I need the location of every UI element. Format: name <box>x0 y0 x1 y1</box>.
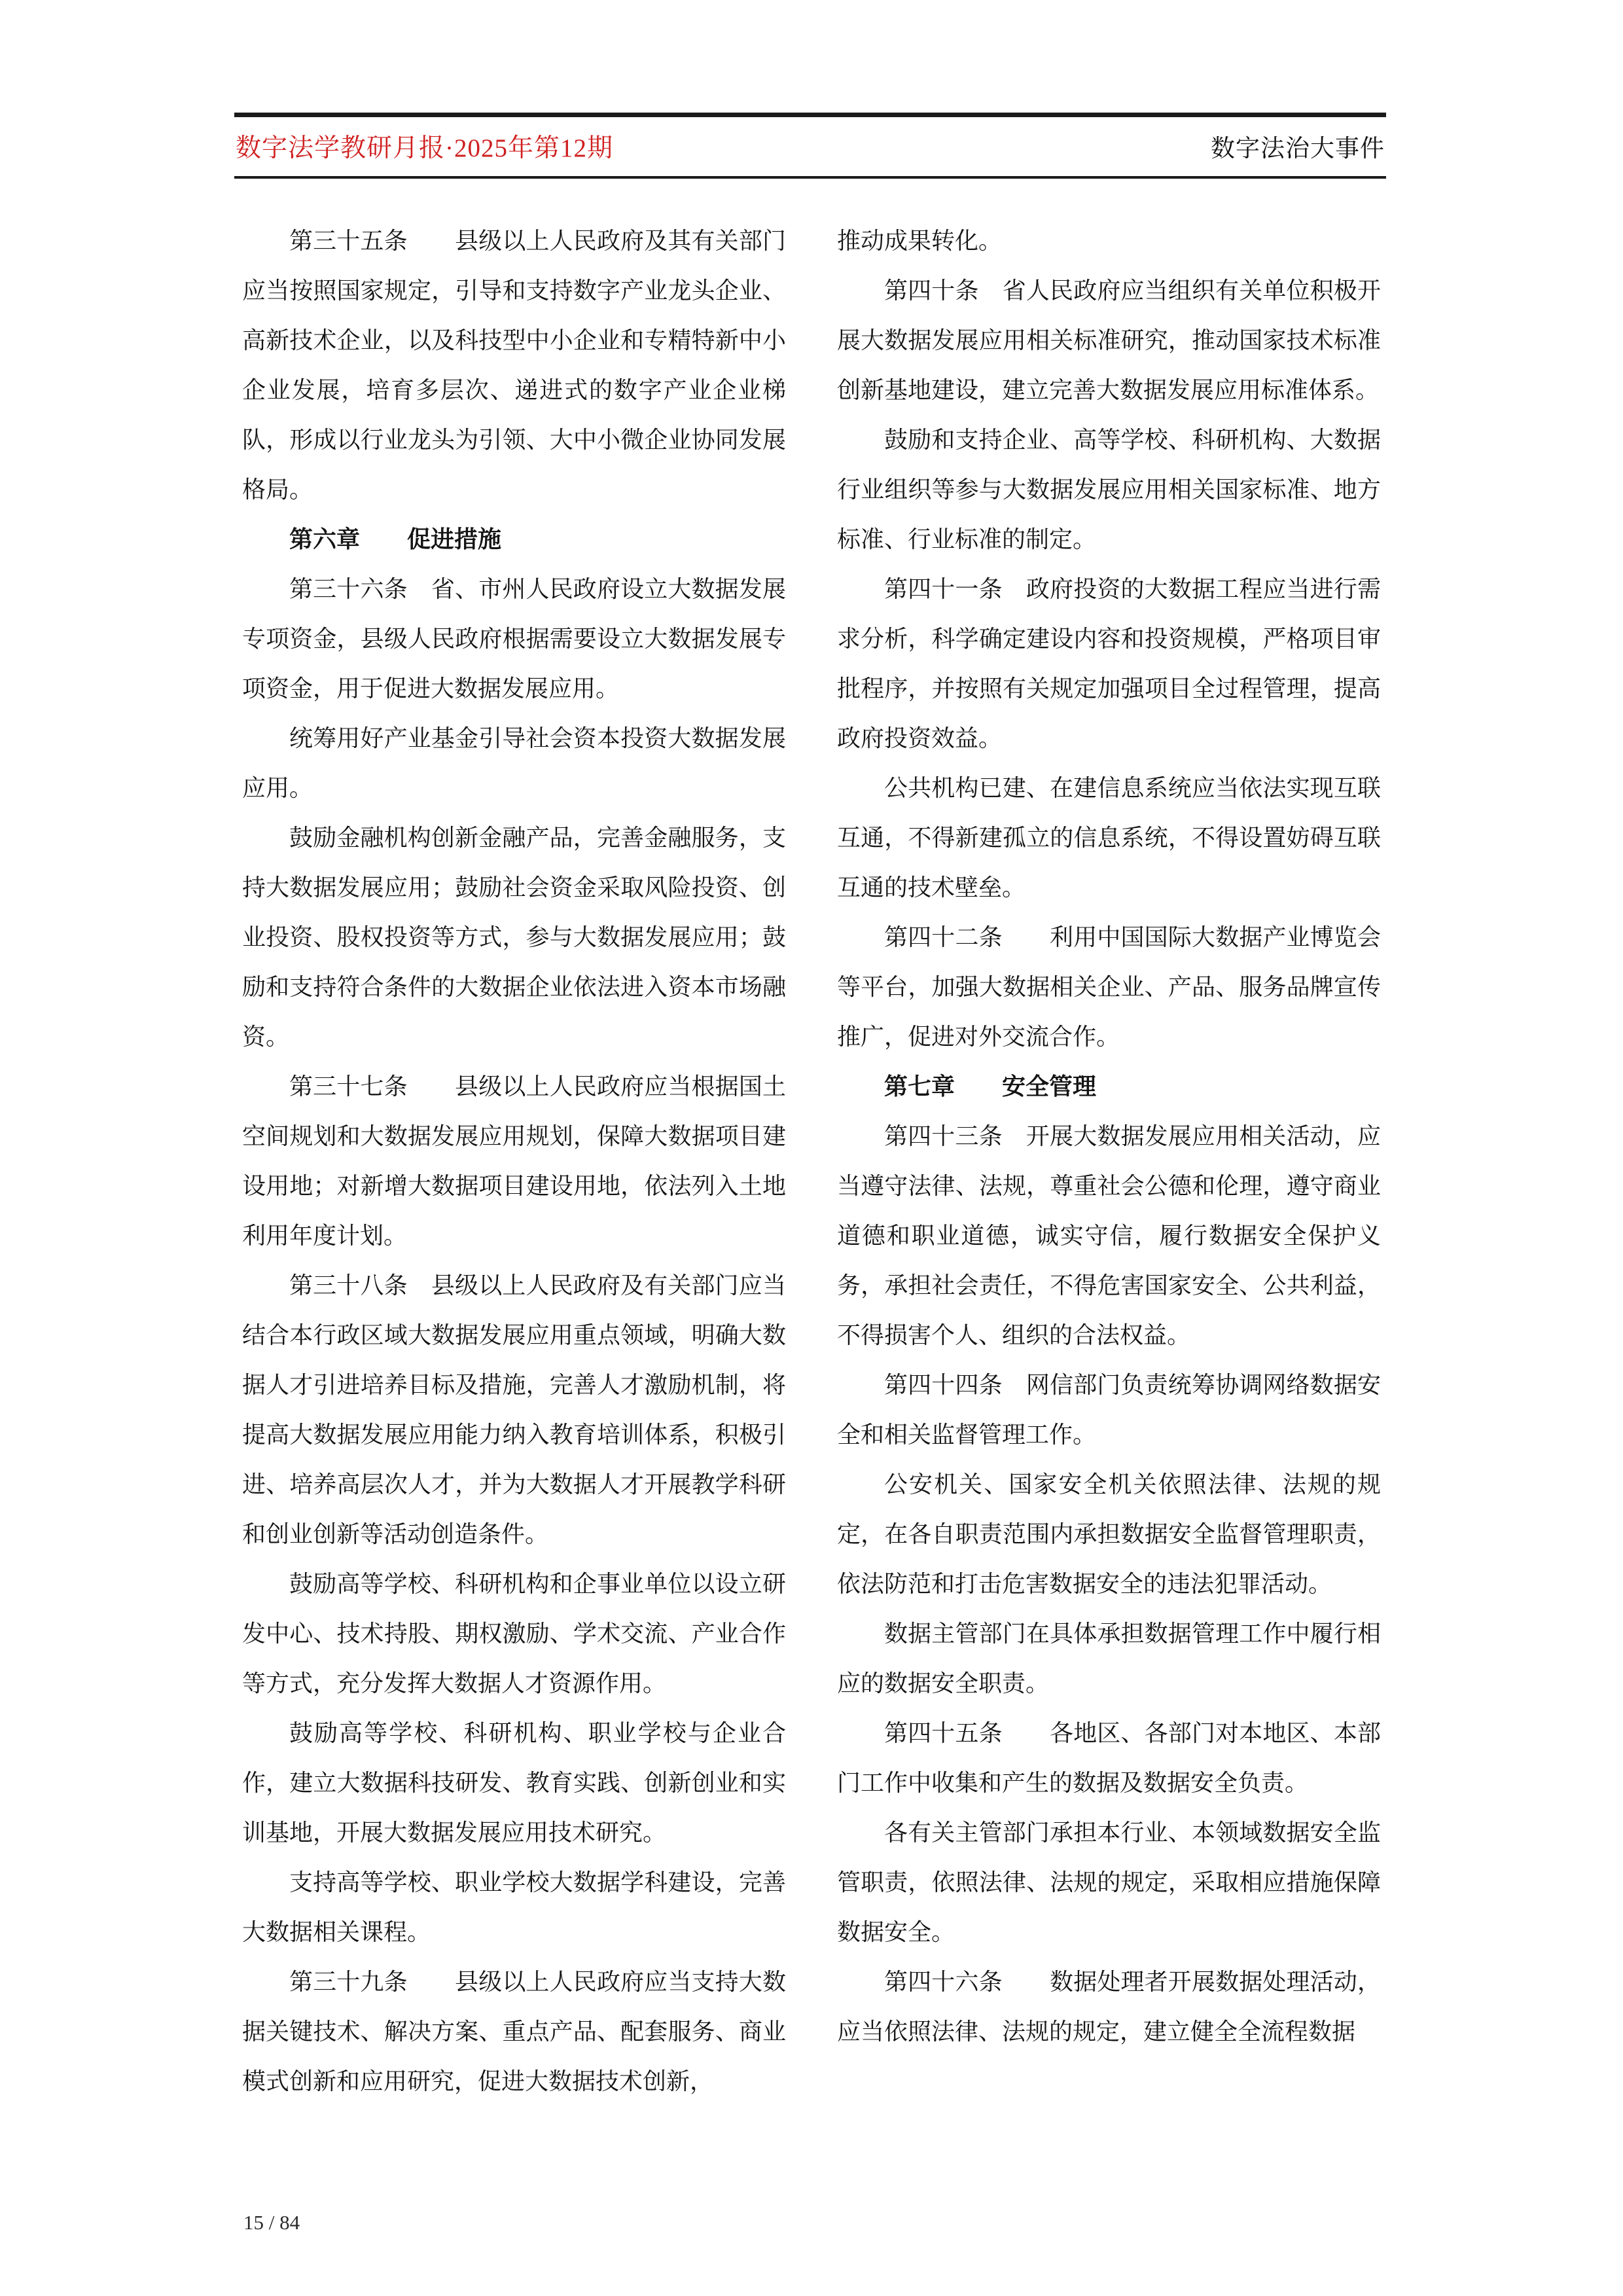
paragraph: 统筹用好产业基金引导社会资本投资大数据发展应用。 <box>242 725 786 801</box>
paragraph: 第三十六条 省、市州人民政府设立大数据发展专项资金，县级人民政府根据需要设立大数据发展专项资金，用于促进大数据发展应用。 <box>242 576 786 702</box>
paragraph: 推动成果转化。 <box>837 228 1003 254</box>
paragraph: 鼓励高等学校、科研机构、职业学校与企业合作，建立大数据科技研发、教育实践、创新创业和实训基地，开展大数据发展应用技术研究。 <box>242 1720 786 1846</box>
paragraph: 第三十五条 县级以上人民政府及其有关部门应当按照国家规定，引导和支持数字产业龙头企业、高新技术企业，以及科技型中小企业和专精特新中小企业发展，培育多层次、递进式的数字产业企业梯队，形成以行业龙头为引领、大中小微企业协同发展格局。 <box>242 228 786 503</box>
paragraph: 公安机关、国家安全机关依照法律、法规的规定，在各自职责范围内承担数据安全监督管理职责，依法防范和打击危害数据安全的违法犯罪活动。 <box>837 1471 1381 1597</box>
column-left <box>242 216 786 2106</box>
page-header <box>234 113 1386 179</box>
paragraph: 第四十三条 开展大数据发展应用相关活动，应当遵守法律、法规，尊重社会公德和伦理，遵守商业道德和职业道德，诚实守信，履行数据安全保护义务，承担社会责任，不得危害国家安全、公共利益，不得损害个人、组织的合法权益。 <box>837 1123 1381 1348</box>
header-top-rule <box>234 113 1386 117</box>
paragraph: 鼓励金融机构创新金融产品，完善金融服务，支持大数据发展应用；鼓励社会资金采取风险投资、创业投资、股权投资等方式，参与大数据发展应用；鼓励和支持符合条件的大数据企业依法进入资本市场融资。 <box>242 825 786 1050</box>
journal-title: 数字法学教研月报·2025年第12期 <box>236 134 613 162</box>
column-right <box>837 216 1381 2106</box>
paragraph: 鼓励和支持企业、高等学校、科研机构、大数据行业组织等参与大数据发展应用相关国家标准、地方标准、行业标准的制定。 <box>837 427 1381 552</box>
paragraph: 第四十六条 数据处理者开展数据处理活动，应当依照法律、法规的规定，建立健全全流程数据 <box>837 1969 1381 2045</box>
paragraph: 第三十九条 县级以上人民政府应当支持大数据关键技术、解决方案、重点产品、配套服务、商业模式创新和应用研究，促进大数据技术创新， <box>242 1969 786 2094</box>
page-number: 15 / 84 <box>243 2211 300 2234</box>
section-title: 数字法治大事件 <box>1211 135 1385 162</box>
paragraph: 支持高等学校、职业学校大数据学科建设，完善大数据相关课程。 <box>242 1869 786 1945</box>
paragraph: 第四十四条 网信部门负责统筹协调网络数据安全和相关监督管理工作。 <box>837 1372 1381 1448</box>
chapter-heading: 第六章 促进措施 <box>289 526 502 552</box>
chapter-heading: 第七章 安全管理 <box>884 1073 1097 1100</box>
paragraph: 第四十条 省人民政府应当组织有关单位积极开展大数据发展应用相关标准研究，推动国家技术标准创新基地建设，建立完善大数据发展应用标准体系。 <box>837 278 1381 403</box>
paragraph: 第四十二条 利用中国国际大数据产业博览会等平台，加强大数据相关企业、产品、服务品牌宣传推广，促进对外交流合作。 <box>837 924 1381 1050</box>
paragraph: 第三十七条 县级以上人民政府应当根据国土空间规划和大数据发展应用规划，保障大数据项目建设用地；对新增大数据项目建设用地，依法列入土地利用年度计划。 <box>242 1073 786 1249</box>
header-row <box>234 117 1386 176</box>
paragraph: 公共机构已建、在建信息系统应当依法实现互联互通，不得新建孤立的信息系统，不得设置妨碍互联互通的技术壁垒。 <box>837 775 1381 901</box>
paragraph: 数据主管部门在具体承担数据管理工作中履行相应的数据安全职责。 <box>837 1621 1381 1696</box>
paragraph: 第四十五条 各地区、各部门对本地区、本部门工作中收集和产生的数据及数据安全负责。 <box>837 1720 1381 1796</box>
header-bottom-rule <box>234 176 1386 179</box>
paragraph: 第四十一条 政府投资的大数据工程应当进行需求分析，科学确定建设内容和投资规模，严格项目审批程序，并按照有关规定加强项目全过程管理，提高政府投资效益。 <box>837 576 1381 751</box>
text-columns <box>242 216 1381 2106</box>
paragraph: 各有关主管部门承担本行业、本领域数据安全监管职责，依照法律、法规的规定，采取相应措施保障数据安全。 <box>837 1820 1381 1945</box>
paragraph: 鼓励高等学校、科研机构和企事业单位以设立研发中心、技术持股、期权激励、学术交流、产业合作等方式，充分发挥大数据人才资源作用。 <box>242 1571 786 1696</box>
paragraph: 第三十八条 县级以上人民政府及有关部门应当结合本行政区域大数据发展应用重点领域，明确大数据人才引进培养目标及措施，完善人才激励机制，将提高大数据发展应用能力纳入教育培训体系，积极引进、培养高层次人才，并为大数据人才开展教学科研和创业创新等活动创造条件。 <box>242 1272 786 1547</box>
